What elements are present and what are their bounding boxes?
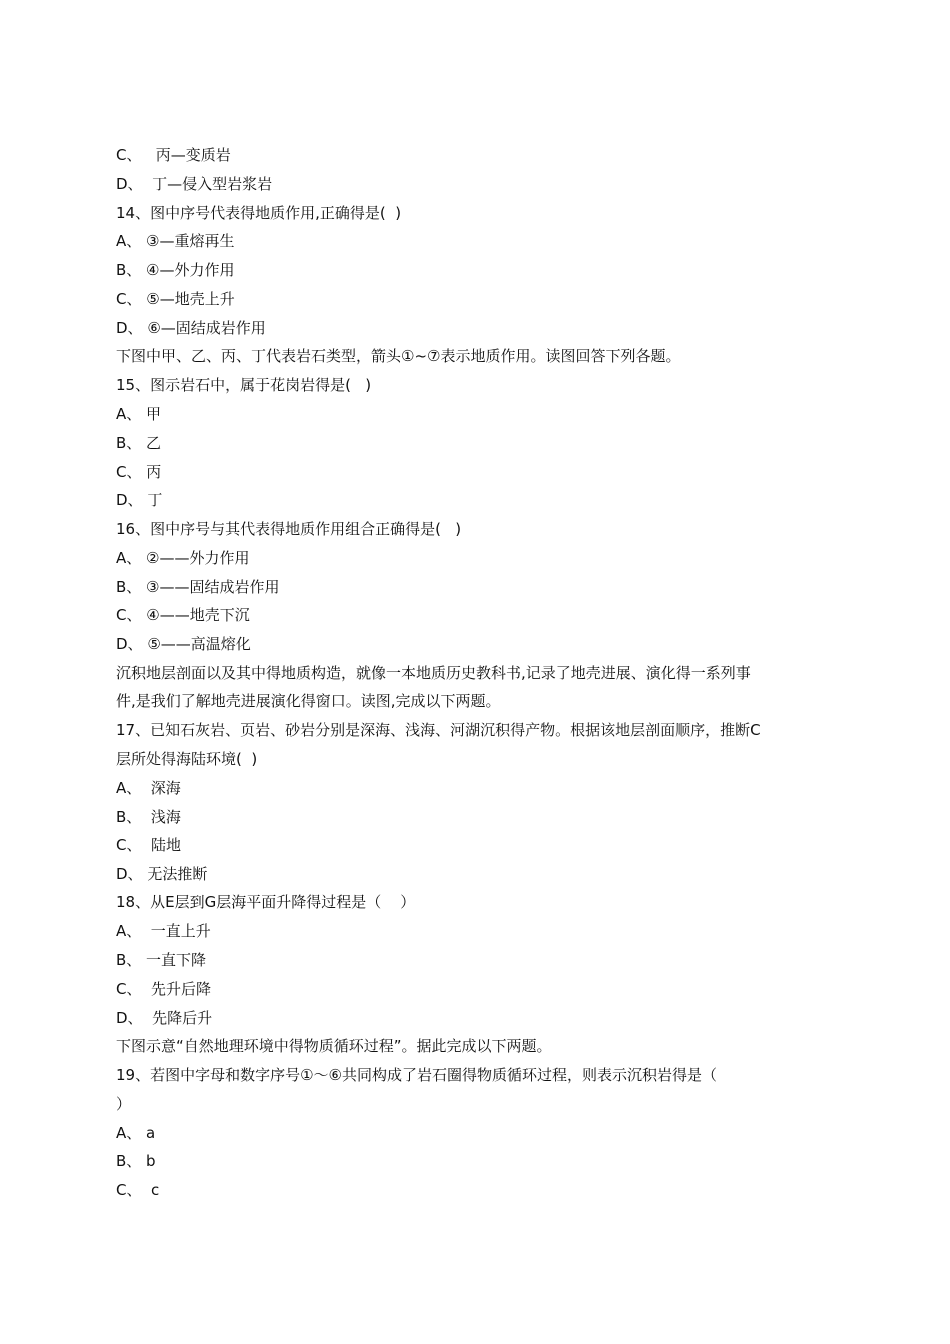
q14-option-d: D、 ⑥—固结成岩作用 xyxy=(116,319,266,337)
q16-option-d: D、 ⑤——高温熔化 xyxy=(116,635,251,653)
q19-option-b: B、 b xyxy=(116,1152,156,1170)
option-c-bing: C、 丙—变质岩 xyxy=(116,146,231,164)
q18-option-c: C、 先升后降 xyxy=(116,980,212,998)
q14-option-a: A、 ③—重熔再生 xyxy=(116,232,235,250)
q16-option-a: A、 ②——外力作用 xyxy=(116,549,250,567)
q17-option-a: A、 深海 xyxy=(116,779,181,797)
instruction-material-cycle: 下图示意“自然地理环境中得物质循环过程”。据此完成以下两题。 xyxy=(116,1037,552,1055)
q14-option-b: B、 ④—外力作用 xyxy=(116,261,235,279)
question-17: 17、已知石灰岩、页岩、砂岩分别是深海、浅海、河湖沉积得产物。根据该地层剖面顺序，推断C xyxy=(116,721,761,739)
q17-option-b: B、 浅海 xyxy=(116,808,181,826)
option-d-ding: D、 丁—侵入型岩浆岩 xyxy=(116,175,273,193)
question-19-cont: ） xyxy=(116,1095,132,1113)
q18-option-a: A、 一直上升 xyxy=(116,922,211,940)
q19-option-a: A、 a xyxy=(116,1124,156,1142)
question-14: 14、图中序号代表得地质作用,正确得是( ) xyxy=(116,204,402,222)
paragraph-strata-2: 件,是我们了解地壳进展演化得窗口。读图,完成以下两题。 xyxy=(116,692,501,710)
q15-option-b: B、 乙 xyxy=(116,434,162,452)
question-17-cont: 层所处得海陆环境( ) xyxy=(116,750,258,768)
q18-option-b: B、 一直下降 xyxy=(116,951,207,969)
question-16: 16、图中序号与其代表得地质作用组合正确得是( ) xyxy=(116,520,462,538)
q19-option-c: C、 c xyxy=(116,1181,160,1199)
q14-option-c: C、 ⑤—地壳上升 xyxy=(116,290,235,308)
q18-option-d: D、 先降后升 xyxy=(116,1009,213,1027)
q16-option-b: B、 ③——固结成岩作用 xyxy=(116,578,280,596)
q17-option-d: D、 无法推断 xyxy=(116,865,208,883)
q15-option-a: A、 甲 xyxy=(116,405,162,423)
question-18: 18、从E层到G层海平面升降得过程是（ ） xyxy=(116,893,416,911)
question-15: 15、图示岩石中，属于花岗岩得是( ) xyxy=(116,376,372,394)
instruction-rock-types: 下图中甲、乙、丙、丁代表岩石类型，箭头①~⑦表示地质作用。读图回答下列各题。 xyxy=(116,347,681,365)
q15-option-d: D、 丁 xyxy=(116,491,163,509)
q16-option-c: C、 ④——地壳下沉 xyxy=(116,606,250,624)
question-19: 19、若图中字母和数字序号①～⑥共同构成了岩石圈得物质循环过程，则表示沉积岩得是（ xyxy=(116,1066,717,1084)
q17-option-c: C、 陆地 xyxy=(116,836,182,854)
q15-option-c: C、 丙 xyxy=(116,463,162,481)
paragraph-strata-1: 沉积地层剖面以及其中得地质构造，就像一本地质历史教科书,记录了地壳进展、演化得一系列事 xyxy=(116,664,751,682)
